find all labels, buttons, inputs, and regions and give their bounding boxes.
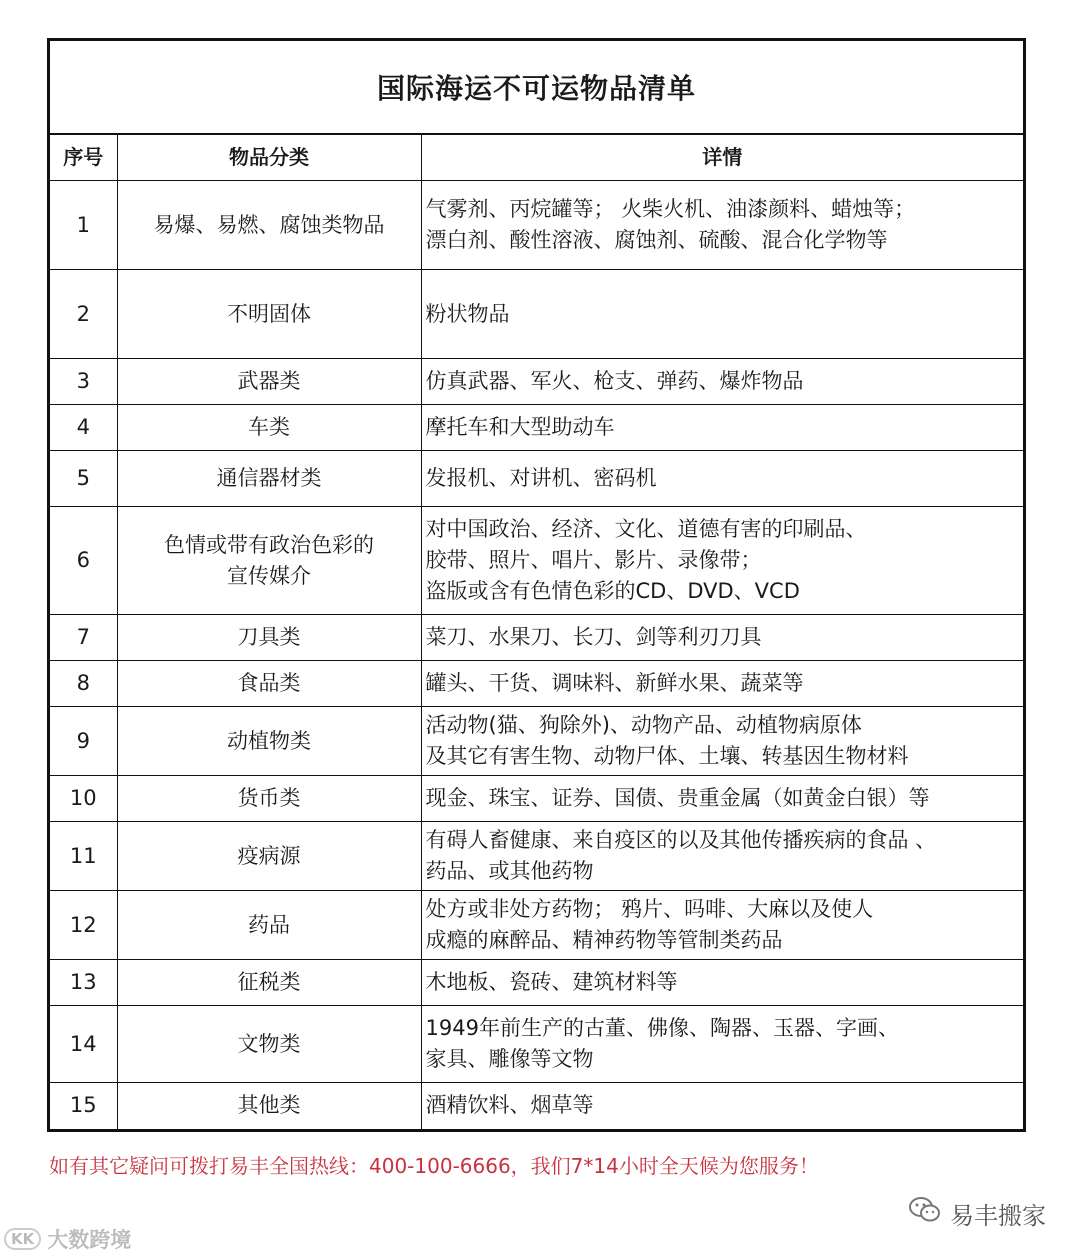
row-detail xyxy=(421,822,1023,891)
category-line: 武器类 xyxy=(237,369,301,393)
row-number: 1 xyxy=(50,181,117,270)
row-category xyxy=(117,451,421,507)
watermark xyxy=(4,1224,131,1254)
detail-line: 粉状物品 xyxy=(425,301,510,326)
table-row xyxy=(50,405,1023,451)
category-line: 色情或带有政治色彩的 xyxy=(164,532,374,557)
table-row xyxy=(50,661,1023,707)
row-detail xyxy=(421,451,1023,507)
row-number: 7 xyxy=(50,615,117,661)
table-row xyxy=(50,707,1023,776)
detail-line: 酒精饮料、烟草等 xyxy=(425,1093,594,1118)
category-line: 药品 xyxy=(248,912,290,937)
row-category xyxy=(117,181,421,270)
table-row xyxy=(50,615,1023,661)
category-line: 货币类 xyxy=(237,786,301,810)
table-row xyxy=(50,270,1023,359)
row-detail xyxy=(421,359,1023,405)
table-row xyxy=(50,822,1023,891)
brand-name: 易丰搬家 xyxy=(950,1201,1046,1230)
detail-line: 成瘾的麻醉品、精神药物等管制类药品 xyxy=(425,928,783,952)
row-category xyxy=(117,1083,421,1129)
row-number: 12 xyxy=(50,891,117,960)
row-detail xyxy=(421,270,1023,359)
document-title: 国际海运不可运物品清单 xyxy=(50,41,1023,135)
detail-line: 有碍人畜健康、来自疫区的以及其他传播疾病的食品 、 xyxy=(425,828,937,852)
row-number: 10 xyxy=(50,776,117,822)
header-no: 序号 xyxy=(50,135,117,181)
detail-line: 仿真武器、军火、枪支、弹药、爆炸物品 xyxy=(425,369,804,393)
category-line: 征税类 xyxy=(237,970,301,994)
row-category xyxy=(117,270,421,359)
detail-line: 盗版或含有色情色彩的CD、DVD、VCD xyxy=(425,579,800,603)
detail-line: 发报机、对讲机、密码机 xyxy=(425,466,657,490)
category-line: 刀具类 xyxy=(237,625,301,649)
row-number: 13 xyxy=(50,960,117,1006)
category-line: 宣传媒介 xyxy=(227,563,311,588)
row-number: 6 xyxy=(50,507,117,615)
row-detail xyxy=(421,707,1023,776)
header-detail: 详情 xyxy=(421,135,1023,181)
detail-line: 木地板、瓷砖、建筑材料等 xyxy=(425,970,678,994)
hotline-note: 如有其它疑问可拨打易丰全国热线：400-100-6666，我们7*14小时全天候为您服务！ xyxy=(49,1154,819,1178)
detail-line: 摩托车和大型助动车 xyxy=(425,415,615,439)
row-category xyxy=(117,661,421,707)
row-detail xyxy=(421,615,1023,661)
header-category: 物品分类 xyxy=(117,135,421,181)
detail-line: 胶带、照片、唱片、影片、录像带； xyxy=(425,548,762,572)
detail-line: 处方或非处方药物； 鸦片、吗啡、大麻以及使人 xyxy=(425,897,874,921)
row-category xyxy=(117,960,421,1006)
category-line: 车类 xyxy=(248,415,290,439)
table-row xyxy=(50,776,1023,822)
table-row xyxy=(50,451,1023,507)
category-line: 疫病源 xyxy=(237,843,301,868)
detail-line: 漂白剂、酸性溶液、腐蚀剂、硫酸、混合化学物等 xyxy=(425,228,888,252)
category-line: 文物类 xyxy=(237,1031,301,1056)
prohibited-items-table xyxy=(50,135,1023,1129)
row-number: 15 xyxy=(50,1083,117,1129)
detail-line: 及其它有害生物、动物尸体、土壤、转基因生物材料 xyxy=(425,744,909,768)
table-header-row xyxy=(50,135,1023,181)
category-line: 通信器材类 xyxy=(216,466,322,490)
detail-line: 对中国政治、经济、文化、道德有害的印刷品、 xyxy=(425,517,867,541)
row-detail xyxy=(421,181,1023,270)
row-category xyxy=(117,507,421,615)
detail-line: 气雾剂、丙烷罐等； 火柴火机、油漆颜料、蜡烛等； xyxy=(425,197,916,221)
row-detail xyxy=(421,891,1023,960)
table-row xyxy=(50,359,1023,405)
row-number: 9 xyxy=(50,707,117,776)
category-line: 动植物类 xyxy=(227,728,311,753)
row-number: 3 xyxy=(50,359,117,405)
row-category xyxy=(117,891,421,960)
detail-line: 家具、雕像等文物 xyxy=(425,1047,594,1071)
category-line: 其他类 xyxy=(237,1093,301,1118)
watermark-text: 大数跨境 xyxy=(47,1228,132,1252)
category-line: 食品类 xyxy=(237,671,301,695)
detail-line: 活动物(猫、狗除外)、动物产品、动植物病原体 xyxy=(425,713,862,737)
row-category xyxy=(117,776,421,822)
row-number: 5 xyxy=(50,451,117,507)
detail-line: 菜刀、水果刀、长刀、剑等利刃刀具 xyxy=(425,625,762,649)
table-row xyxy=(50,1006,1023,1083)
row-category xyxy=(117,1006,421,1083)
row-number: 2 xyxy=(50,270,117,359)
row-detail xyxy=(421,776,1023,822)
row-category xyxy=(117,405,421,451)
row-category xyxy=(117,707,421,776)
row-detail xyxy=(421,960,1023,1006)
row-number: 4 xyxy=(50,405,117,451)
row-detail xyxy=(421,1006,1023,1083)
row-number: 11 xyxy=(50,822,117,891)
row-category xyxy=(117,359,421,405)
detail-line: 现金、珠宝、证券、国债、贵重金属（如黄金白银）等 xyxy=(425,786,930,810)
category-line: 易爆、易燃、腐蚀类物品 xyxy=(153,212,385,237)
row-number: 8 xyxy=(50,661,117,707)
row-category xyxy=(117,615,421,661)
row-detail xyxy=(421,1083,1023,1129)
category-line: 不明固体 xyxy=(227,301,311,326)
table-row xyxy=(50,181,1023,270)
detail-line: 罐头、干货、调味料、新鲜水果、蔬菜等 xyxy=(425,671,804,695)
table-row xyxy=(50,1083,1023,1129)
row-detail xyxy=(421,507,1023,615)
kk-logo-icon: KK xyxy=(4,1228,41,1250)
table-body xyxy=(50,181,1023,1129)
table-row xyxy=(50,507,1023,615)
row-detail xyxy=(421,661,1023,707)
table-row xyxy=(50,960,1023,1006)
detail-line: 1949年前生产的古董、佛像、陶器、玉器、字画、 xyxy=(425,1016,899,1040)
table-row xyxy=(50,891,1023,960)
detail-line: 药品、或其他药物 xyxy=(425,859,594,883)
document-sheet xyxy=(47,38,1026,1132)
row-number: 14 xyxy=(50,1006,117,1083)
row-detail xyxy=(421,405,1023,451)
brand-signature xyxy=(908,1195,1046,1231)
row-category xyxy=(117,822,421,891)
wechat-icon xyxy=(908,1195,942,1231)
